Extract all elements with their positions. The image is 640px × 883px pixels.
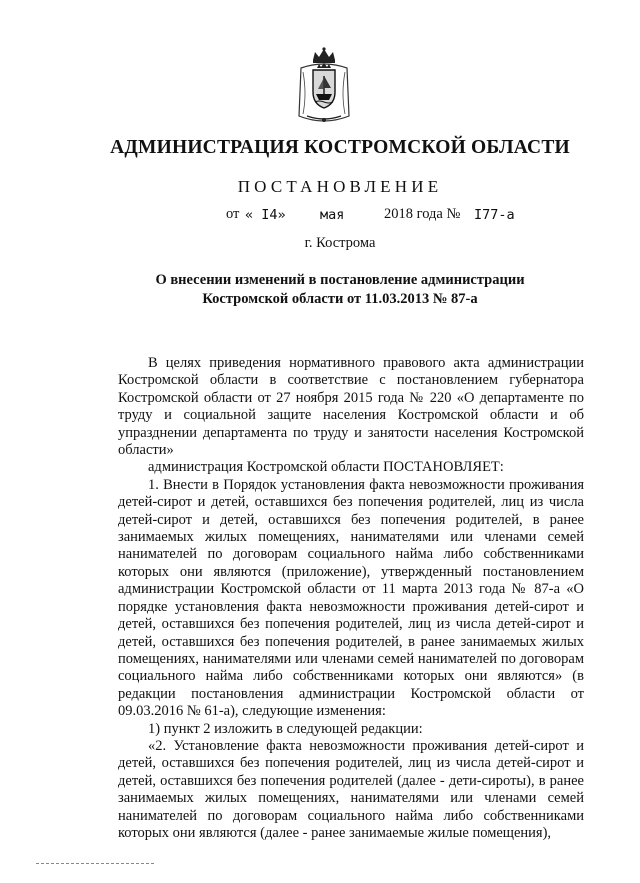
date-day: « I4» bbox=[245, 207, 286, 223]
body-paragraph-subitem-1: 1) пункт 2 изложить в следующей редакции: bbox=[148, 720, 423, 737]
body-paragraph-preamble: В целях приведения нормативного правового акта администрации Костромской области в соответствие с постановлением губернатора Костромской области от 27 ноября 2015 года № 220 «О департаменте по труду и социальной защите населения Костромской области и об упразднении департамента по труду и занятости населения Костромской области» bbox=[118, 355, 584, 459]
date-year: 2018 года № bbox=[384, 206, 461, 222]
body-paragraph-item-1: 1. Внести в Порядок установления факта невозможности проживания детей-сирот и детей, оставшихся без попечения родителей, лиц из числа детей-сирот и детей, оставшихся без попечения родителей, в ранее занимаемых жилых помещениях, нанимателями или членами семей нанимателей по договорам социального найма либо собственниками которых они являются (приложение), утвержденный постановлением администрации Костромской области от 11 марта 2013 года № 87-а «О порядке установления факта невозможности проживания детей-сирот и детей, оставшихся без попечения родителей, лиц из числа детей-сирот и детей, оставшихся без попечения родителей, в ранее занимаемых жилых помещениях, нанимателями или членами семей нанимателей по договорам социального найма либо собственниками которых они являются» (в редакции постановления администрации Костромской области от 09.03.2016 № 61-а), следующие изменения: bbox=[118, 476, 584, 720]
subject-line-2: Костромской области от 11.03.2013 № 87-а bbox=[202, 291, 478, 307]
footer-separator bbox=[36, 863, 154, 864]
date-month: мая bbox=[320, 207, 345, 223]
body-paragraph-quoted-point-2: «2. Установление факта невозможности проживания детей-сирот и детей, оставшихся без попечения родителей, лиц из числа детей-сирот и детей, оставшихся без попечения родителей (далее - дети-сироты), в ранее занимаемых жилых помещениях, нанимателями или членами семей нанимателей по договорам социального найма либо собственниками которых они являются (далее - ранее занимаемые жилые помещения), bbox=[118, 737, 584, 841]
subject-line-1: О внесении изменений в постановление администрации bbox=[155, 272, 525, 288]
body-paragraph-resolves: администрация Костромской области ПОСТАНОВЛЯЕТ: bbox=[148, 459, 504, 476]
document-body bbox=[118, 355, 584, 842]
city-name: г. Кострома bbox=[304, 235, 376, 251]
date-prefix: от bbox=[226, 206, 240, 222]
document-type: ПОСТАНОВЛЕНИЕ bbox=[237, 177, 443, 196]
document-subject bbox=[0, 271, 640, 309]
coat-of-arms-icon bbox=[293, 46, 355, 126]
organization-title: АДМИНИСТРАЦИЯ КОСТРОМСКОЙ ОБЛАСТИ bbox=[110, 137, 570, 158]
document-number: I77-а bbox=[474, 207, 515, 223]
